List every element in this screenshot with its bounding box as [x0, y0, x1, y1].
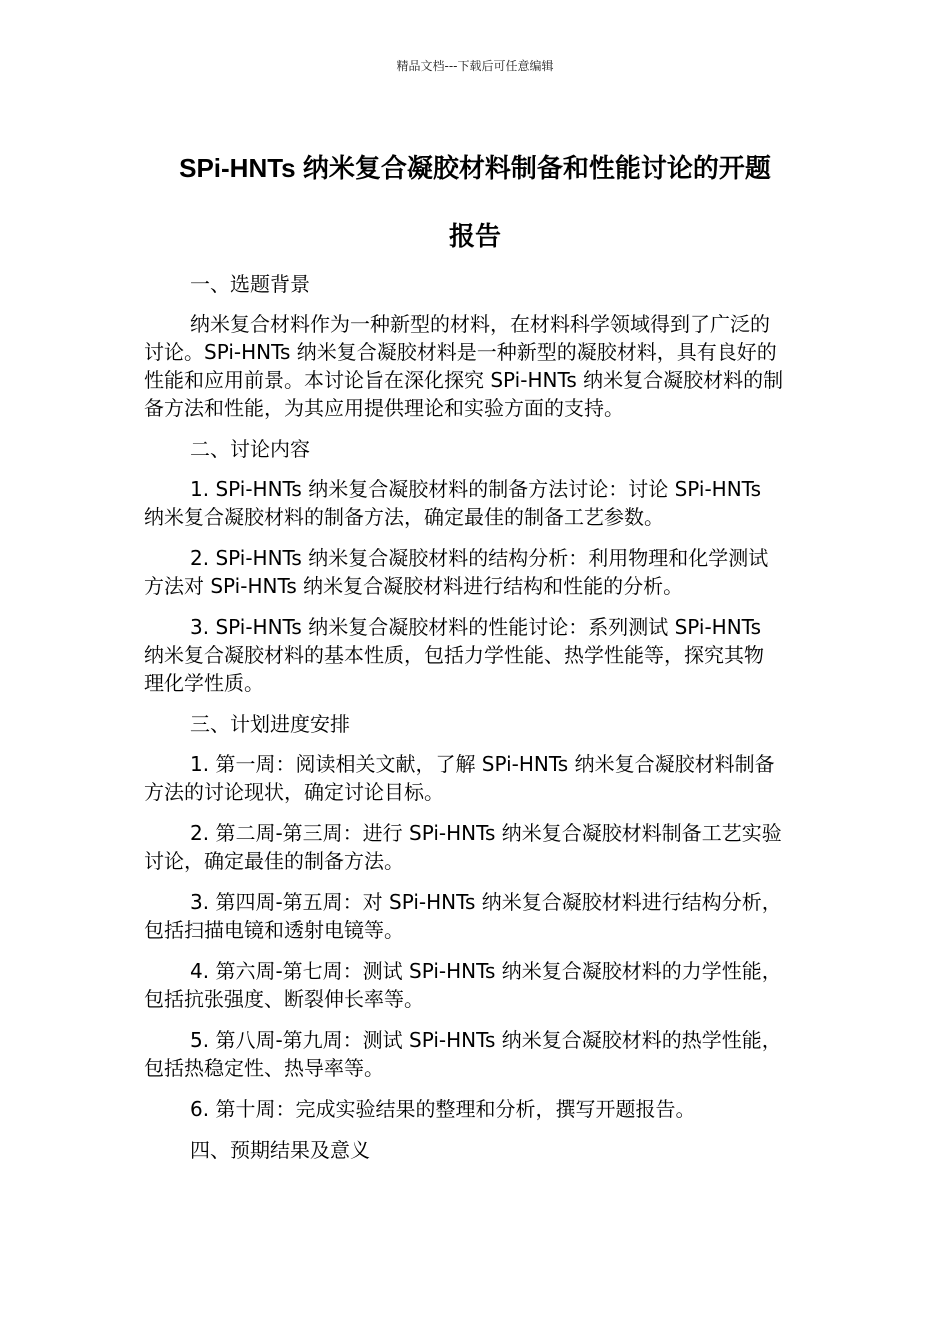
section-background-paragraph: 纳米复合材料作为一种新型的材料，在材料科学领域得到了广泛的 讨论。SPi-HNTs 纳米复合凝胶材料是一种新型的凝胶材料，具有良好的 性能和应用前景。本讨论旨在深化探究 SPi-HNTs 纳米复合凝胶材料的制 备方法和性能，为其应用提供理论和实验方面的支持。: [144, 312, 784, 420]
section-heading-background: 一、选题背景: [190, 272, 310, 296]
page-header-note: 精品文档---下载后可任意编辑: [396, 59, 554, 73]
schedule-item-6: 6. 第十周：完成实验结果的整理和分析，撰写开题报告。: [190, 1097, 696, 1121]
section-heading-content: 二、讨论内容: [190, 437, 310, 461]
schedule-item-1: 1. 第一周：阅读相关文献，了解 SPi-HNTs 纳米复合凝胶材料制备 方法的讨论现状，确定讨论目标。: [144, 752, 775, 804]
schedule-item-3: 3. 第四周-第五周：对 SPi-HNTs 纳米复合凝胶材料进行结构分析， 包括扫描电镜和透射电镜等。: [144, 890, 782, 942]
document-title: SPi-HNTs 纳米复合凝胶材料制备和性能讨论的开题 报告: [179, 153, 771, 251]
schedule-item-5: 5. 第八周-第九周：测试 SPi-HNTs 纳米复合凝胶材料的热学性能， 包括热稳定性、热导率等。: [144, 1028, 782, 1080]
section-heading-schedule: 三、计划进度安排: [190, 712, 350, 736]
section-heading-expected-results: 四、预期结果及意义: [190, 1138, 370, 1162]
content-item-2: 2. SPi-HNTs 纳米复合凝胶材料的结构分析：利用物理和化学测试 方法对 SPi-HNTs 纳米复合凝胶材料进行结构和性能的分析。: [144, 546, 769, 598]
content-item-3: 3. SPi-HNTs 纳米复合凝胶材料的性能讨论：系列测试 SPi-HNTs 纳米复合凝胶材料的基本性质，包括力学性能、热学性能等，探究其物 理化学性质。: [144, 615, 764, 695]
document-body: [144, 270, 810, 1176]
schedule-item-2: 2. 第二周-第三周：进行 SPi-HNTs 纳米复合凝胶材料制备工艺实验 讨论，确定最佳的制备方法。: [144, 821, 782, 873]
schedule-item-4: 4. 第六周-第七周：测试 SPi-HNTs 纳米复合凝胶材料的力学性能， 包括抗张强度、断裂伸长率等。: [144, 959, 782, 1011]
content-item-1: 1. SPi-HNTs 纳米复合凝胶材料的制备方法讨论：讨论 SPi-HNTs 纳米复合凝胶材料的制备方法，确定最佳的制备工艺参数。: [144, 477, 761, 529]
